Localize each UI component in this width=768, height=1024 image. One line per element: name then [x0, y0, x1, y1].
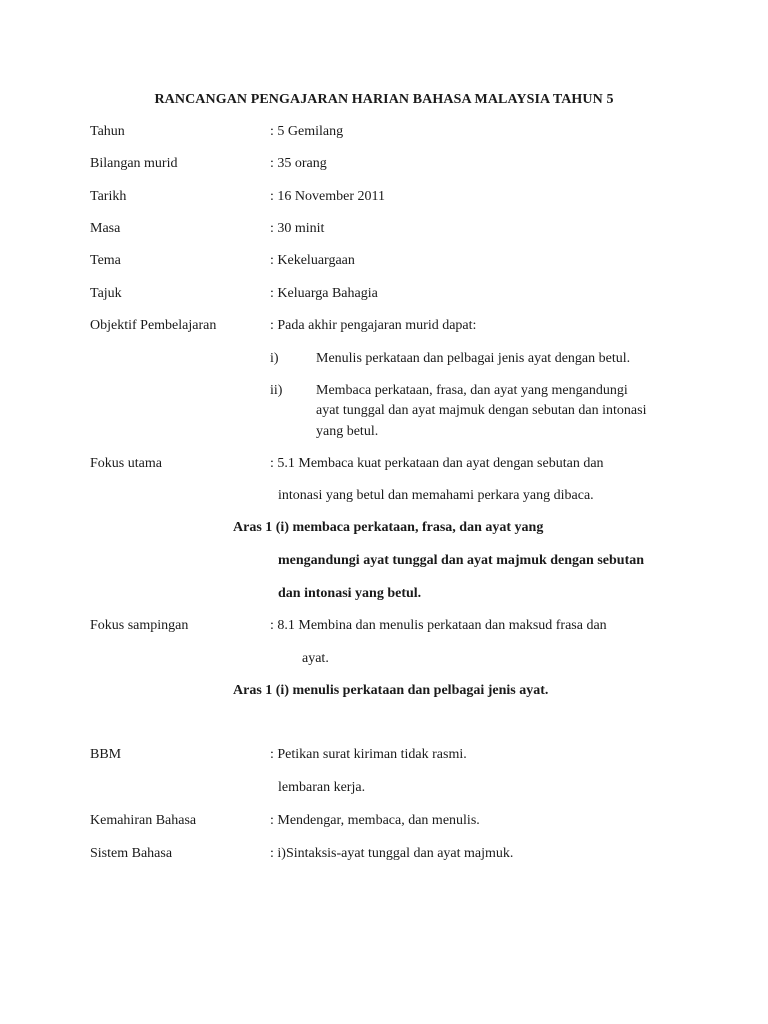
bbm-label: BBM: [90, 747, 122, 762]
objective-line: Menulis perkataan dan pelbagai jenis ayat dengan betul.: [316, 351, 631, 366]
bbm-line: : Petikan surat kiriman tidak rasmi.: [270, 747, 467, 762]
fokus-sampingan-label: Fokus sampingan: [90, 618, 189, 633]
tajuk-label: Tajuk: [90, 286, 122, 301]
tahun-label: Tahun: [90, 124, 125, 139]
bilangan-murid-label: Bilangan murid: [90, 156, 178, 171]
fokus-sampingan-line: : 8.1 Membina dan menulis perkataan dan maksud frasa dan: [270, 618, 607, 633]
kemahiran-bahasa-value: : Mendengar, membaca, dan menulis.: [270, 813, 480, 828]
bbm-line: lembaran kerja.: [278, 780, 366, 795]
sistem-bahasa-value: : i)Sintaksis-ayat tunggal dan ayat majmuk.: [270, 846, 514, 861]
objective-line: yang betul.: [316, 424, 379, 439]
page-title: RANCANGAN PENGAJARAN HARIAN BAHASA MALAYSIA TAHUN 5: [154, 92, 614, 107]
objective-number: ii): [270, 383, 283, 398]
fokus-utama-aras: dan intonasi yang betul.: [278, 586, 422, 601]
fokus-utama-aras: mengandungi ayat tunggal dan ayat majmuk dengan sebutan: [278, 553, 645, 568]
masa-value: : 30 minit: [270, 221, 325, 236]
kemahiran-bahasa-label: Kemahiran Bahasa: [90, 813, 197, 828]
tarikh-value: : 16 November 2011: [270, 189, 385, 204]
tema-label: Tema: [90, 253, 121, 268]
fokus-utama-aras: Aras 1 (i) membaca perkataan, frasa, dan ayat yang: [233, 520, 544, 535]
fokus-utama-line: : 5.1 Membaca kuat perkataan dan ayat dengan sebutan dan: [270, 456, 604, 471]
tahun-value: : 5 Gemilang: [270, 124, 344, 139]
tarikh-label: Tarikh: [90, 189, 127, 204]
masa-label: Masa: [90, 221, 121, 236]
objektif-label: Objektif Pembelajaran: [90, 318, 217, 333]
fokus-sampingan-line: ayat.: [302, 651, 329, 666]
bilangan-murid-value: : 35 orang: [270, 156, 327, 171]
objective-line: Membaca perkataan, frasa, dan ayat yang mengandungi: [316, 383, 628, 398]
tema-value: : Kekeluargaan: [270, 253, 355, 268]
objektif-value: : Pada akhir pengajaran murid dapat:: [270, 318, 477, 333]
sistem-bahasa-label: Sistem Bahasa: [90, 846, 173, 861]
fokus-utama-label: Fokus utama: [90, 456, 162, 471]
tajuk-value: : Keluarga Bahagia: [270, 286, 378, 301]
fokus-sampingan-aras: Aras 1 (i) menulis perkataan dan pelbagai jenis ayat.: [233, 683, 549, 698]
objective-line: ayat tunggal dan ayat majmuk dengan sebutan dan intonasi: [316, 403, 647, 418]
objective-number: i): [270, 351, 279, 366]
fokus-utama-line: intonasi yang betul dan memahami perkara yang dibaca.: [278, 488, 594, 503]
